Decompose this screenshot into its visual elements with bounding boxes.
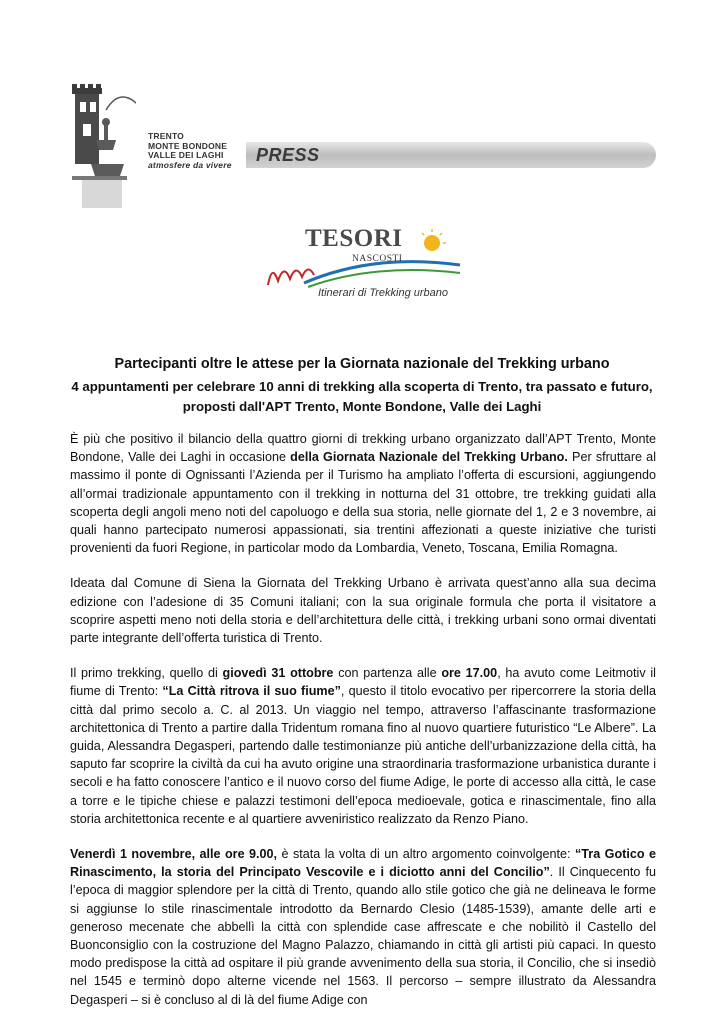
brand-text xyxy=(148,132,232,170)
brand-line: VALLE DEI LAGHI xyxy=(148,150,224,160)
subtitle xyxy=(70,377,654,417)
bold-run: “Tra Gotico e Rinascimento, la storia del Principato Vescovile e i diciotto anni del Concilio” xyxy=(70,847,656,880)
brand-line: MONTE BONDONE xyxy=(148,140,228,151)
article-body xyxy=(70,430,656,1026)
paragraph-1 xyxy=(70,430,656,557)
bold-run: Venerdì 1 novembre, alle ore 9.00, xyxy=(70,847,278,862)
page-title: Partecipanti oltre le attese per la Giornata nazionale del Trekking urbano xyxy=(114,356,610,372)
subtitle-line: proposti dall'APT Trento, Monte Bondone, Valle dei Laghi xyxy=(182,399,542,414)
trento-castle-logo xyxy=(66,80,136,210)
text-run: . Il Cinquecento fu l’epoca di maggior splendore per la città di Trento, quando allo stile gotico che già ne delineava le forme si aggiunse lo stile rinascimentale introdotto da Bernardo Clesio (1485-1539), amante delle arti e generoso mecenate che abbellì la città con splendide case affrescate e che nobilitò il Castello del Buonconsiglio con la costruzione del Magno Palazzo, chiamando in città gli artisti più capaci. In questo modo predispose la città ad ospitare il più grande avvenimento della sua storia, il Concilio, che si insediò nel 1545 e terminò dopo alterne vicende nel 1563. Il percorso – sempre illustrato da Alessandra Degasperi – si è concluso al di là del fiume Adige con xyxy=(70,865,656,1007)
logo-sub: NASCOSTI xyxy=(352,254,403,264)
logo-tagline: Itinerari di Trekking urbano xyxy=(318,287,449,299)
text-run: Per sfruttare al massimo il ponte di Ognissanti l’Azienda per il Turismo ha ampliato l’offerta di escursioni, aggiungendo all’ormai tradizionale appuntamento con il trekking in notturna del 31 ottobre, tre trekking guidati alla scoperta degli angoli meno noti del capoluogo e della sua storia, nelle giornate del 1, 2 e 3 novembre, ai quali hanno partecipato numerosi appassionati, sia trentini affezionati a queste iniziative che turisti provenienti da fuori Regione, in particolar modo da Lombardia, Veneto, Toscana, Emilia Romagna. xyxy=(70,450,656,556)
bold-run: ore 17.00 xyxy=(441,666,498,681)
bold-run: giovedì 31 ottobre xyxy=(222,666,334,681)
subtitle-line: 4 appuntamenti per celebrare 10 anni di trekking alla scoperta di Trento, tra passato e futuro, xyxy=(71,379,653,394)
brand-tagline: atmosfere da vivere xyxy=(148,159,232,170)
paragraph-4 xyxy=(70,845,656,1009)
text-run: Il primo trekking, quello di xyxy=(70,666,223,681)
text-run: È più che positivo il bilancio della quattro giorni di trekking urbano organizzato dall’APT Trento, Monte Bondone, Valle dei Laghi in occasione xyxy=(70,432,656,465)
text-run: è stata la volta di un altro argomento coinvolgente: xyxy=(277,847,575,862)
press-label: PRESS xyxy=(256,145,320,165)
paragraph-2: Ideata dal Comune di Siena la Giornata del Trekking Urbano è arrivata quest’anno alla sua decima edizione con l’adesione di 35 Comuni italiani; con la sua originale formula che porta il visitatore a scoprire aspetti meno noti della storia e dell’architettura delle città, i trekking urbani sono ormai diventati parte integrante dell’offerta turistica di Trento. xyxy=(70,576,656,646)
logo-word: TESORI xyxy=(305,225,403,252)
text-run: , questo il titolo evocativo per ripercorrere la storia della città dal primo secolo a. C. al 2013. Un viaggio nel tempo, attraverso l’affascinante trasformazione architettonica di Trento a partire dalla Tridentum romana fino al nuovo quartiere futuristico “Le Albere”. La guida, Alessandra Degasperi, partendo dalle testimonianze più antiche dell’urbanizzazione della città, ha saputo far scoprire la civiltà da cui ha avuto origine una straordinaria trasformazione urbanistica durante i secoli e ha fatto conoscere l’antico e il nuovo corso del fiume Adige, le porte di accesso alla città, le case a torre e le tipiche chiese e palazzi testimoni dell’epoca medioevale, gotica e rinascimentale, fino alla storia architettonica recente e al quartiere avveniristico realizzato da Renzo Piano. xyxy=(70,684,656,826)
brand-line: TRENTO xyxy=(148,131,184,141)
bold-run: della Giornata Nazionale del Trekking Urbano. xyxy=(290,450,568,465)
bold-run: “La Città ritrova il suo fiume” xyxy=(162,684,341,699)
paragraph-3 xyxy=(70,664,656,828)
text-run: con partenza alle xyxy=(333,666,442,681)
text-run: , ha avuto come Leitmotiv il fiume di Trento: xyxy=(70,666,656,699)
